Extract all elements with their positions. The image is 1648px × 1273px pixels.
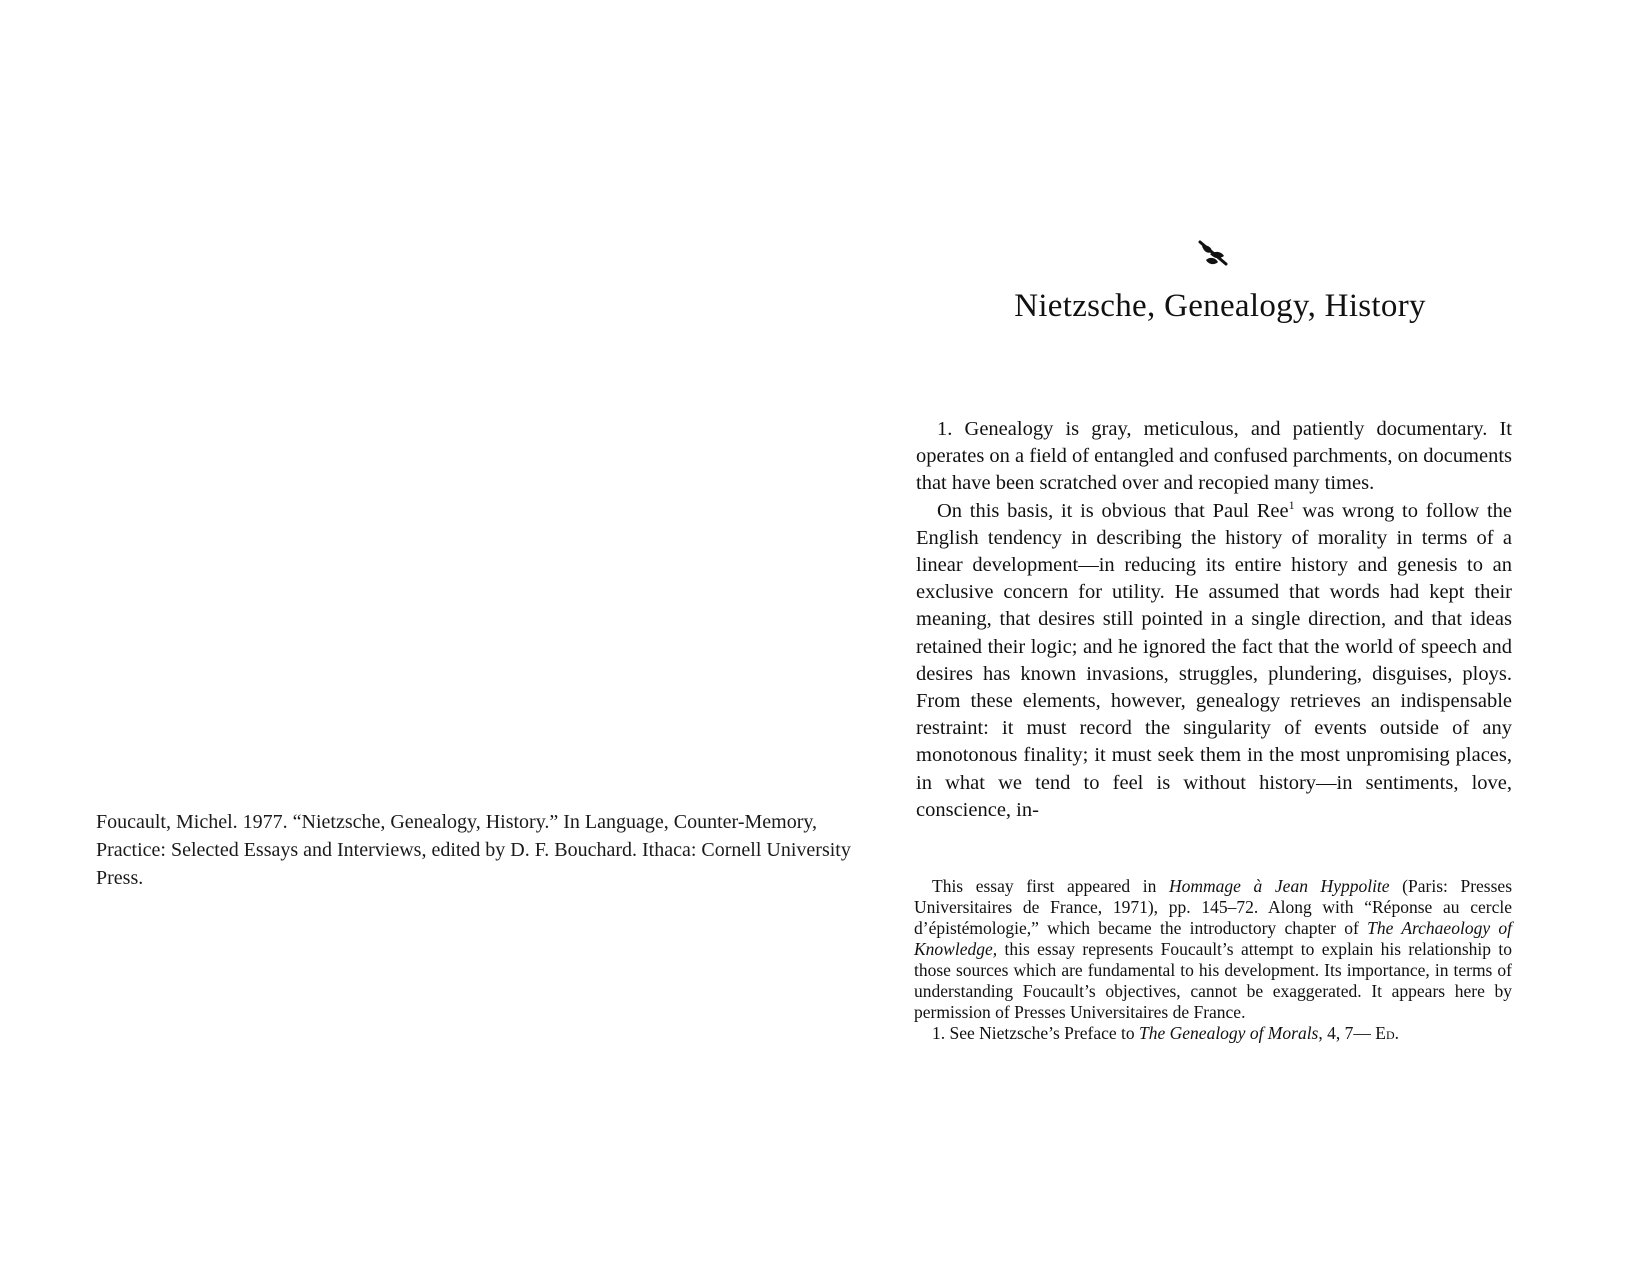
- footnote-1-italic: The Genealogy of Morals,: [1139, 1023, 1323, 1043]
- chapter-title: Nietzsche, Genealogy, History: [1014, 288, 1426, 324]
- paragraph-2: [916, 498, 1512, 824]
- paragraph-2-lead: On this basis, it is obvious that Paul Ree: [937, 499, 1289, 522]
- footnote-source-text-2: (Paris: Presses Universitaires de France, 1971), pp. 145–72. Along with “Réponse au cercle d’épistémologie,” which became the introductory chapter of: [914, 876, 1513, 938]
- footnotes: [914, 876, 1512, 1044]
- footnote-1-editor: Ed.: [1375, 1023, 1399, 1043]
- leaf-ornament-icon: [1196, 238, 1232, 270]
- body-text: [916, 416, 1512, 824]
- footnote-source-text-3: this essay represents Foucault’s attempt to explain his relationship to those sources which are fundamental to his development. Its importance, in terms of understanding Foucault’s objectives, cannot be exaggerated. It appears here by permission of Presses Universitaires de France.: [914, 939, 1512, 1022]
- footnote-source: [914, 876, 1512, 1023]
- footnote-source-text-1: This essay first appeared in: [932, 876, 1170, 896]
- footnote-source-italic-2: The Archaeology of Knowledge,: [914, 918, 1512, 959]
- footnote-1-text-1: 1. See Nietzsche’s Preface to: [932, 1023, 1140, 1043]
- paragraph-2-rest: was wrong to follow the English tendency in describing the history of morality in terms of a linear development—in reducing its entire history and genesis to an exclusive concern for utility. He assumed that words had kept their meaning, that desires still pointed in a single direction, and that ideas retained their logic; and he ignored the fact that the world of speech and desires has known invasions, struggles, plundering, disguises, ploys. From these elements, however, genealogy retrieves an indispensable restraint: it must record the singularity of events outside of any monotonous finality; it must seek them in the most unpromising places, in what we tend to feel is without history—in sentiments, love, conscience, in-: [916, 499, 1513, 821]
- footnote-reference: 1: [1288, 497, 1295, 512]
- footnote-source-italic-1: Hommage à Jean Hyppolite: [1169, 876, 1390, 896]
- paragraph-1: 1. Genealogy is gray, meticulous, and patiently documentary. It operates on a field of entangled and confused parchments, on documents that have been scratched over and recopied many times.: [916, 418, 1513, 495]
- footnote-1: [914, 1023, 1512, 1044]
- citation-note: Foucault, Michel. 1977. “Nietzsche, Genealogy, History.” In Language, Counter-Memory, Practice: Selected Essays and Interviews, edited by D. F. Bouchard. Ithaca: Cornell University Press.: [96, 811, 851, 889]
- footnote-1-text-2: 4, 7—: [1322, 1023, 1371, 1043]
